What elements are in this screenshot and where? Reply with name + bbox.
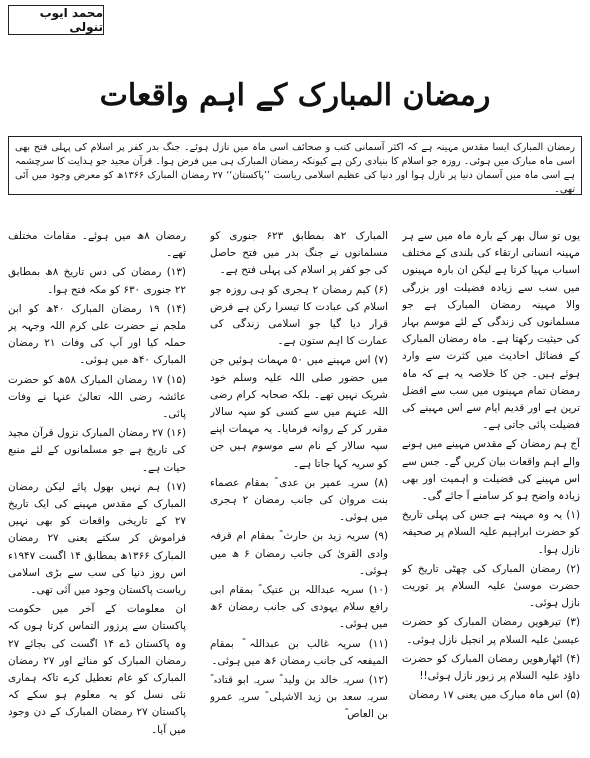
list-item: (۴) اٹھارھویں رمضان المبارک کو حضرت داؤد علیہ السلام پر زبور نازل ہوئی!! <box>402 652 580 683</box>
list-item: (۳) تیرھویں رمضان المبارک کو حضرت عیسیٰ علیہ السلام پر انجیل نازل ہوئی۔ <box>402 616 580 646</box>
intro-box <box>8 136 582 195</box>
list-item: (۶) کیم رمضان ۲ ہجری کو ہی روزہ جو اسلام کی عبادت کا تیسرا رکن ہے فرض قرار دیا گیا جو اسلامی زندگی کی عمارت کا اہم ستون ہے۔ <box>210 283 388 348</box>
paragraph: ان معلومات کے آخر میں حکومت پاکستان سے پرزور التماس کرتا ہوں کہ وہ پاکستان ڈے ۱۴ اگست کی بجائے ۲۷ رمضان المبارک کو منائے اور ۲۷ رمضان المبارک کو عام تعطیل کرے تاکہ ہماری نئی نسل کو یہ معلوم ہو سکے کہ پاکستان ۲۷ رمضان المبارک کے دن وجود میں آیا۔ <box>8 603 186 736</box>
list-item: (۸) سریہ عمیر بن عدی ؓ بمقام عصماء بنت مروان کی جانب رمضان ۲ ہجری میں ہوئی۔ <box>210 476 388 524</box>
paragraph: آج ہم رمضان کے مقدس مہینے میں ہونے والے اہم واقعات بیان کریں گے۔ جس سے اس مہینے کی فضیلت و اہمیت اور بھی زیادہ واضح ہو کر سامنے آ جائے گی۔ <box>402 438 580 503</box>
intro-text: رمضان المبارک ایسا مقدس مہینہ ہے کہ اکثر آسمانی کتب و صحائف اسی ماہ میں نازل ہوئے۔ جنگ بدر کفر پر اسلام کی پہلی فتح بھی اسی ماہ مبارک میں ہوئی۔ روزہ جو اسلام کا بنیادی رکن ہے کیونکہ رمضان المبارک ہی میں فرض ہوا۔ قرآن مجید جو ہدایت کا سرچشمہ ہے اسی ماہ میں آسمان دنیا پر نازل ہوا اور دنیا کی عظیم اسلامی ریاست ’’پاکستان‘‘ ۲۷ رمضان المبارک ۱۳۶۶ھ کو معرض وجود میں آئی تھی۔ <box>15 142 575 195</box>
list-item: (۱۰) سریہ عبداللہ بن عتیک ؓ بمقام ابی رافع سلام یہودی کی جانب رمضان ۶ھ میں ہوئی۔ <box>210 584 388 631</box>
list-item: (۷) اس مہینے میں ۵۰ مہمات ہوئیں جن میں حضور صلی اللہ علیہ وسلم خود شریک نہیں تھے۔ بلکہ صحابہ کرام رضی اللہ عنہم میں سے کسی کو سپہ سالار مقرر کر کے روانہ فرمایا۔ یہ مہمات اپنے سپہ سالار کے نام سے موسوم ہیں جن کو سریہ کہا جاتا ہے۔ <box>210 354 388 470</box>
author-name: محمد ایوب تنولی <box>39 6 103 34</box>
list-item: (۲) رمضان المبارک کی چھٹی تاریخ کو حضرت موسیٰ علیہ السلام پر توریت نازل ہوئی۔ <box>402 562 580 610</box>
list-item: (۱) یہ وہ مہینہ ہے جس کی پہلی تاریخ کو حضرت ابراہیم علیہ السلام پر صحیفہ نازل ہوا۔ <box>402 509 580 556</box>
list-item: (۱۵) ۱۷ رمضان المبارک ۵۸ھ کو حضرت عائشہ رضی اللہ تعالیٰ عنہا نے وفات پائی۔ <box>8 373 186 421</box>
article-title: رمضان المبارک کے اہم واقعات <box>99 78 491 113</box>
column-middle <box>210 228 388 753</box>
author-byline <box>8 5 104 35</box>
list-item: (۱۷) ہم نہیں بھول پائے لیکن رمضان المبارک کے مقدس مہینے کی ایک تاریخ ۲۷ کے تاریخی واقعات کو بھی نہیں فراموش کر سکتے یعنی ۲۷ رمضان المبارک ۱۳۶۶ھ بمطابق ۱۴ اگست ۱۹۴۷ء اس روز دنیا کی سب سے بڑی اسلامی ریاست پاکستان وجود میں آئی تھی۔ <box>8 480 186 597</box>
list-item: (۱۴) ۱۹ رمضان المبارک ۴۰ھ کو ابن ملجم نے حضرت علی کرم اللہ وجہہ پر حملہ کیا اور آپ کی وفات ۲۱ رمضان المبارک ۴۰ھ میں ہوئی۔ <box>8 302 186 367</box>
list-item: (۵) اس ماہ مبارک میں یعنی ۱۷ رمضان <box>408 689 580 702</box>
list-item: (۱۳) رمضان کی دس تاریخ ۸ھ بمطابق ۲۲ جنوری ۶۳۰ کو مکہ فتح ہوا۔ <box>8 266 186 296</box>
list-item: (۱۲) سریہ خالد بن ولید ؓ سریہ ابو قتادہ ؓ سریہ سعد بن زید الاشہلی ؓ سریہ عمرو بن العاص ؓ <box>210 674 388 721</box>
list-item: (۱۱) سریہ غالب بن عبداللہ ؓ بمقام المیفعہ کی جانب رمضان ۶ھ میں ہوئی۔ <box>210 637 388 667</box>
list-item: (۹) سریہ زید بن حارث ؓ بمقام ام قرفہ وادی القریٰ کی جانب رمضان ۶ ھ میں ہوئی۔ <box>210 530 388 577</box>
paragraph: المبارک ۲ھ بمطابق ۶۲۳ جنوری کو مسلمانوں نے جنگ بدر میں فتح حاصل کی جو کفر پر اسلام کی پہلی فتح ہے۔ <box>210 230 388 277</box>
paragraph: یوں تو سال بھر کے بارہ ماہ میں سے ہر مہینہ انسانی ارتقاء کی بلندی کے مختلف اسباب مہیا کرتا ہے لیکن ان بارہ مہینوں میں سب سے زیادہ فضیلت اور بزرگی والا مہینہ رمضان المبارک ہے جو مسلمانوں کی زندگی کے لئے موسم بہار کی حیثیت رکھتا ہے۔ ماہ رمضان المبارک کے فضائل احادیث میں کثرت سے وارد ہوئے ہیں۔ جن کا خلاصہ یہ ہے کہ ماہ رمضان تمام مہینوں میں سب سے افضل ترین ہے اور قدیم ایام سے اس مہینے کی فضیلت پائی جاتی ہے۔ <box>402 230 580 432</box>
column-right <box>402 228 580 753</box>
paragraph: رمضان ۸ھ میں ہوئے۔ مقامات مختلف تھے۔ <box>8 230 186 260</box>
list-item: (۱۶) ۲۷ رمضان المبارک نزول قرآن مجید کی تاریخ ہے جو مسلمانوں کے لئے منبع حیات ہے۔ <box>8 427 186 474</box>
column-left <box>8 228 186 753</box>
